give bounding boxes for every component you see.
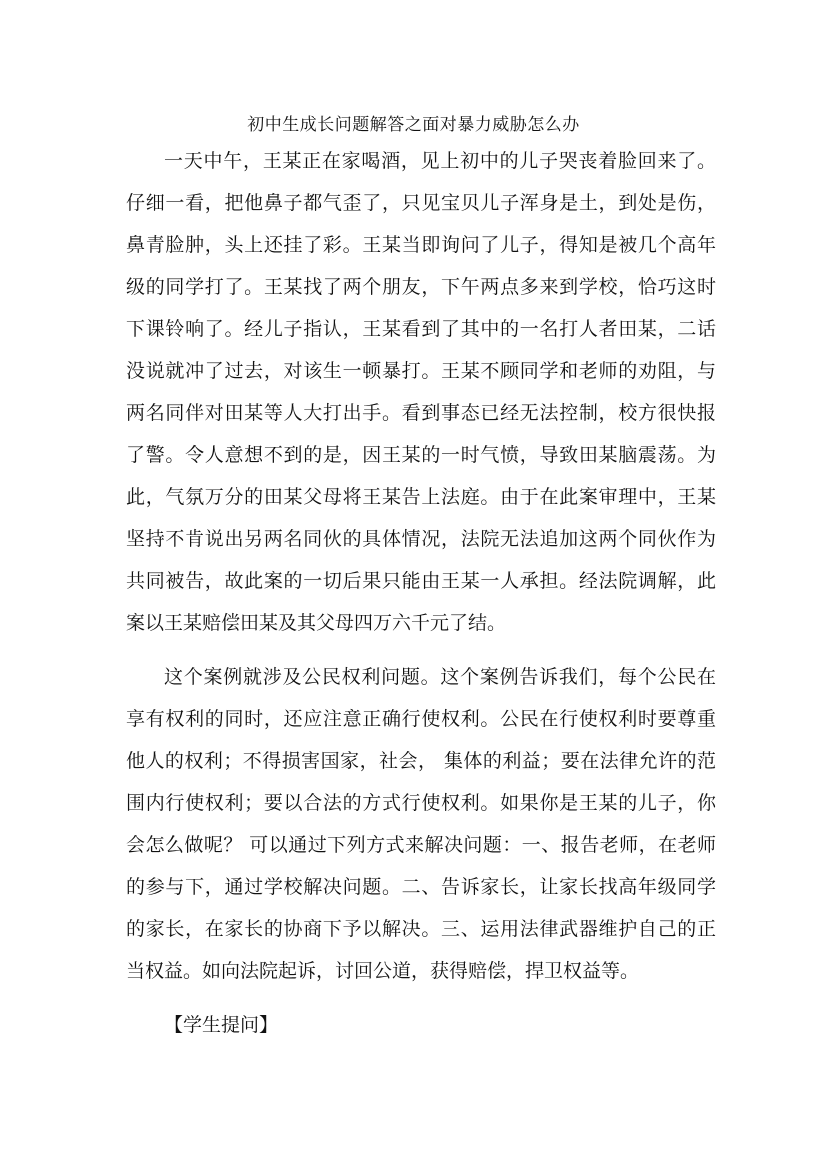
section-heading: 【学生提问】 xyxy=(164,1014,279,1036)
paragraph-line: 没说就冲了过去，对该生一顿暴打。王某不顾同学和老师的劝阻，与 xyxy=(126,360,716,382)
paragraph-line: 的参与下，通过学校解决问题。二、告诉家长，让家长找高年级同学 xyxy=(126,876,716,898)
paragraph-line: 级的同学打了。王某找了两个朋友，下午两点多来到学校，恰巧这时 xyxy=(126,276,716,298)
paragraph-line: 这个案例就涉及公民权利问题。这个案例告诉我们，每个公民在 xyxy=(164,666,716,688)
paragraph-line: 坚持不肯说出另两名同伙的具体情况，法院无法追加这两个同伙作为 xyxy=(126,528,716,550)
paragraph-line: 此，气氛万分的田某父母将王某告上法庭。由于在此案审理中，王某 xyxy=(126,486,716,508)
paragraph-line: 会怎么做呢？ 可以通过下列方式来解决问题：一、报告老师，在老师 xyxy=(126,834,716,856)
paragraph-line: 的家长，在家长的协商下予以解决。三、运用法律武器维护自己的正 xyxy=(126,918,716,940)
paragraph-1 xyxy=(126,140,716,644)
document-body xyxy=(126,140,716,1046)
paragraph-line: 一天中午，王某正在家喝酒，见上初中的儿子哭丧着脸回来了。 xyxy=(164,150,716,172)
paragraph-line: 鼻青脸肿，头上还挂了彩。王某当即询问了儿子，得知是被几个高年 xyxy=(126,234,716,256)
paragraph-line: 案以王某赔偿田某及其父母四万六千元了结。 xyxy=(126,612,507,634)
paragraph-line: 当权益。如向法院起诉，讨回公道，获得赔偿，捍卫权益等。 xyxy=(126,960,640,982)
paragraph-line: 他人的权利；不得损害国家，社会， 集体的利益；要在法律允许的范 xyxy=(126,750,716,772)
paragraph-gap xyxy=(126,644,716,656)
paragraph-line: 了警。令人意想不到的是，因王某的一时气愤，导致田某脑震荡。为 xyxy=(126,444,716,466)
paragraph-line: 仔细一看，把他鼻子都气歪了，只见宝贝儿子浑身是土，到处是伤， xyxy=(126,192,716,214)
paragraph-line: 共同被告，故此案的一切后果只能由王某一人承担。经法院调解，此 xyxy=(126,570,716,592)
paragraph-gap xyxy=(126,992,716,1004)
paragraph-line: 下课铃响了。经儿子指认，王某看到了其中的一名打人者田某，二话 xyxy=(126,318,716,340)
paragraph-line: 两名同伴对田某等人大打出手。看到事态已经无法控制，校方很快报 xyxy=(126,402,716,424)
paragraph-line: 围内行使权利；要以合法的方式行使权利。如果你是王某的儿子，你 xyxy=(126,792,716,814)
document-title: 初中生成长问题解答之面对暴力威胁怎么办 xyxy=(247,115,580,135)
paragraph-line: 享有权利的同时，还应注意正确行使权利。公民在行使权利时要尊重 xyxy=(126,708,716,730)
paragraph-2 xyxy=(126,656,716,992)
